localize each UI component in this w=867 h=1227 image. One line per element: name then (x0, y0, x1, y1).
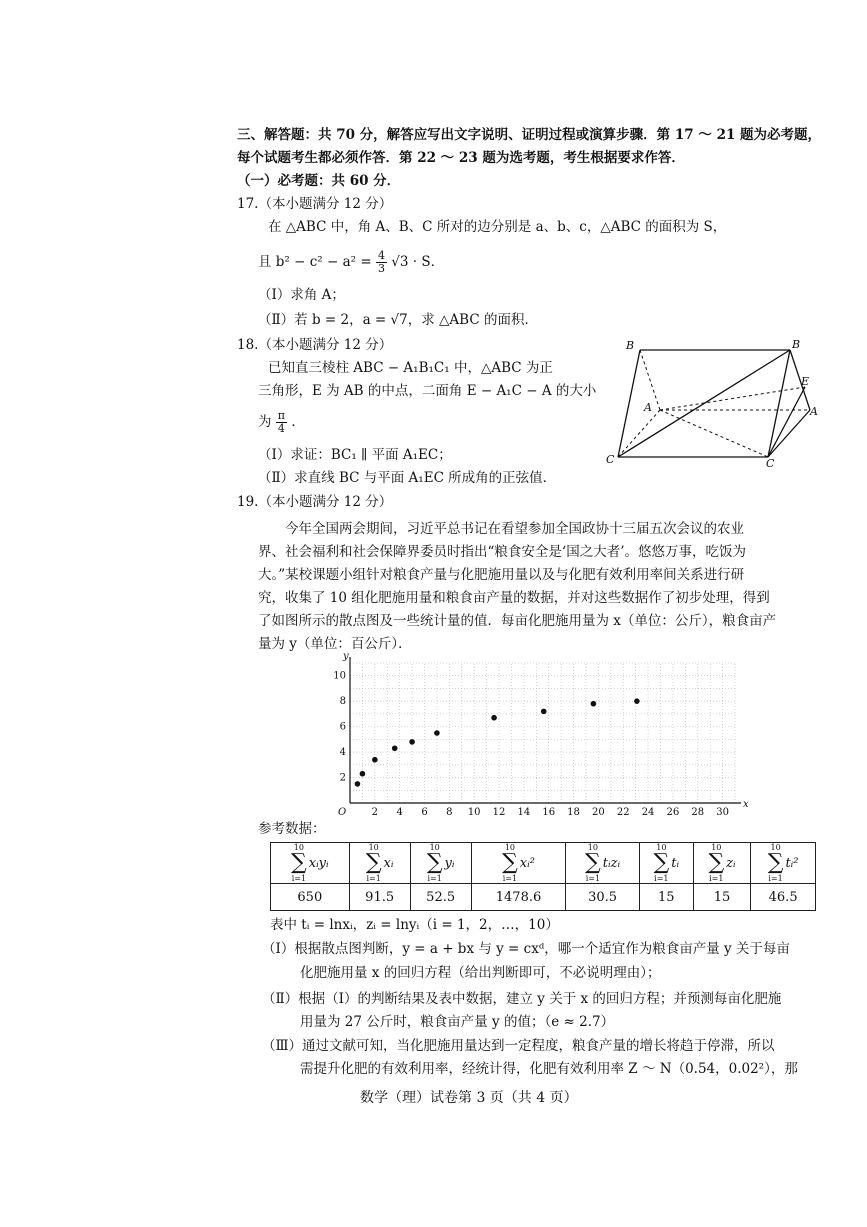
data-point (360, 771, 366, 777)
label-b1: B (626, 339, 635, 352)
y-tick-label: 8 (339, 696, 346, 708)
x-tick-label: 10 (467, 807, 481, 818)
x-tick-label: 26 (666, 807, 680, 818)
label-c: C (766, 457, 775, 470)
table-value-cell: 1478.6 (471, 884, 566, 911)
sum-term: zᵢ (726, 855, 736, 871)
sum-upper-limit: 10 (368, 843, 379, 852)
table-header-cell (566, 843, 639, 884)
sigma-symbol: ∑ (291, 850, 307, 875)
q19-part-1a: （Ⅰ）根据散点图判断，y = a + bx 与 y = cxᵈ，哪一个适宜作为粮食亩产量 y 关于每亩 (262, 941, 790, 957)
sum-term: yᵢ (444, 855, 455, 871)
data-point (491, 715, 497, 721)
sum-upper-limit: 10 (711, 843, 722, 852)
section-heading-3: （一）必考题：共 60 分． (237, 173, 401, 189)
q17-fraction (376, 250, 387, 275)
sigma-symbol: ∑ (708, 850, 725, 875)
y-tick-label: 2 (339, 772, 346, 784)
q19-part-3b: 需提升化肥的有效利用率，经统计得，化肥有效利用率 Z ～ N（0.54，0.02²），那 (300, 1061, 798, 1077)
sum-term: tᵢ (671, 855, 680, 871)
q19-text-6: 量为 y（单位：百公斤）． (258, 636, 412, 652)
x-tick-label: 12 (492, 807, 506, 818)
y-tick-label: 6 (339, 721, 346, 733)
q18-fraction (276, 410, 287, 435)
edge-a1-e (660, 387, 805, 410)
q19-heading: 19.（本小题满分 12 分） (237, 494, 393, 510)
sum-upper-limit: 10 (770, 843, 781, 852)
sum-upper-limit: 10 (429, 843, 440, 852)
sigma-symbol: ∑ (502, 850, 518, 875)
q18-frac-num: π (277, 409, 286, 422)
chart-points (355, 698, 640, 786)
sum-term: tᵢzᵢ (602, 855, 621, 871)
prism-figure (600, 335, 825, 470)
table-note: 表中 tᵢ = lnxᵢ，zᵢ = lnyᵢ（i = 1，2，…，10） (270, 917, 559, 933)
x-axis-label: x (743, 799, 749, 810)
sum-upper-limit: 10 (587, 843, 598, 852)
x-tick-label: 30 (716, 807, 729, 818)
x-tick-label: 24 (641, 807, 655, 818)
table-value-cell: 52.5 (410, 884, 471, 911)
sum-term: xᵢ (383, 855, 394, 871)
data-point (372, 757, 378, 763)
y-tick-label: 4 (339, 747, 346, 759)
section-heading-2: 每个试题考生都必须作答．第 22 ～ 23 题为选考题，考生根据要求作答． (237, 150, 685, 166)
q17-part-2: （Ⅱ）若 b = 2，a = √7，求 △ABC 的面积． (258, 312, 538, 328)
scatter-chart (325, 651, 749, 820)
label-e: E (801, 375, 810, 388)
table-value-cell: 91.5 (349, 884, 410, 911)
label-a: A (810, 405, 818, 418)
sigma-symbol: ∑ (653, 850, 670, 875)
q17-eq-pre: 且 b² − c² − a² = (258, 254, 376, 270)
sum-upper-limit: 10 (293, 843, 304, 852)
q18-text-3-post: ． (291, 414, 305, 430)
q18-text-3 (258, 410, 305, 435)
table-value-cell: 15 (693, 884, 750, 911)
table-value-cell: 650 (271, 884, 350, 911)
q17-eq-post: √3 · S． (391, 254, 445, 270)
x-tick-label: 20 (592, 807, 605, 818)
q18-frac-den: 4 (277, 422, 285, 435)
sum-lower-limit: i=1 (291, 874, 307, 883)
table-header-cell (751, 843, 816, 884)
x-tick-label: 8 (446, 807, 453, 818)
data-point (409, 739, 415, 745)
q19-text-2: 界、社会福利和社会保障界委员时指出“粮食安全是‘国之大者’。悠悠万事，吃饭为 (258, 544, 746, 560)
label-b: B (792, 338, 801, 351)
table-header-cell (271, 843, 350, 884)
q19-part-1b: 化肥施用量 x 的回归方程（给出判断即可，不必说明理由）； (300, 965, 661, 981)
table-value-cell: 30.5 (566, 884, 639, 911)
q18-text-3-pre: 为 (258, 414, 272, 430)
x-tick-label: 6 (421, 807, 428, 818)
table-value-cell: 15 (639, 884, 693, 911)
q18-heading: 18.（本小题满分 12 分） (237, 337, 393, 353)
q19-text-3: 大。”某校课题小组针对粮食产量与化肥施用量以及与化肥有效利用率间关系进行研 (258, 567, 745, 583)
sum-upper-limit: 10 (504, 843, 516, 852)
data-point (434, 730, 440, 736)
sum-lower-limit: i=1 (709, 874, 724, 883)
sum-lower-limit: i=1 (654, 874, 669, 883)
sigma-symbol: ∑ (585, 850, 601, 875)
chart-ticks (333, 671, 729, 818)
q17-text-1: 在 △ABC 中，角 A、B、C 所对的边分别是 a、b、c，△ABC 的面积为 S， (268, 219, 727, 235)
q19-text-5: 了如图所示的散点图及一些统计量的值．每亩化肥施用量为 x（单位：公斤），粮食亩产 (258, 613, 777, 629)
sum-lower-limit: i=1 (585, 874, 601, 883)
table-header-row (271, 843, 816, 884)
x-tick-label: 4 (396, 807, 403, 818)
sum-lower-limit: i=1 (768, 874, 783, 883)
table-header-cell (693, 843, 750, 884)
sum-lower-limit: i=1 (502, 874, 518, 883)
x-tick-label: 16 (542, 807, 556, 818)
q17-part-1: （Ⅰ）求角 A； (258, 287, 345, 303)
label-c1: C (606, 453, 615, 466)
table-value-cell: 46.5 (751, 884, 816, 911)
data-point (541, 709, 547, 715)
sum-upper-limit: 10 (656, 843, 667, 852)
x-tick-label: 28 (691, 807, 705, 818)
chart-grid (350, 663, 735, 803)
data-point (392, 745, 398, 751)
q19-text-4: 究，收集了 10 组化肥施用量和粮食亩产量的数据，并对这些数据作了初步处理，得到 (258, 590, 770, 606)
y-axis-label: y (343, 651, 349, 662)
q18-part-1: （Ⅰ）求证：BC₁ ∥ 平面 A₁EC； (258, 447, 452, 463)
q17-frac-num: 4 (377, 249, 385, 262)
q19-text-1: 今年全国两会期间，习近平总书记在看望参加全国政协十三届五次会议的农业 (285, 521, 744, 537)
section-heading-1: 三、解答题：共 70 分，解答应写出文字说明、证明过程或演算步骤．第 17 ～ 21 题为必考题， (237, 127, 822, 143)
edge-a1-c (660, 410, 768, 457)
edge-b1-c1 (618, 350, 640, 457)
sum-lower-limit: i=1 (366, 874, 381, 883)
table-header-cell (639, 843, 693, 884)
sum-term: tᵢ² (785, 855, 799, 871)
q18-part-2: （Ⅱ）求直线 BC 与平面 A₁EC 所成角的正弦值． (258, 470, 557, 486)
sum-lower-limit: i=1 (427, 874, 442, 883)
x-tick-label: 18 (567, 807, 580, 818)
data-point (634, 698, 640, 704)
q18-text-2: 三角形，E 为 AB 的中点，二面角 E − A₁C − A 的大小 (258, 383, 597, 399)
label-a1: A (644, 401, 652, 414)
table-header-cell (410, 843, 471, 884)
reference-label: 参考数据： (258, 821, 326, 837)
y-tick-label: 10 (333, 670, 346, 682)
sigma-symbol: ∑ (767, 850, 784, 875)
x-tick-label: 22 (616, 807, 630, 818)
sigma-symbol: ∑ (365, 850, 382, 875)
sigma-symbol: ∑ (426, 850, 443, 875)
data-point (355, 781, 361, 787)
data-point (591, 701, 597, 707)
x-tick-label: 14 (517, 807, 531, 818)
origin-label: O (338, 807, 347, 818)
q18-text-1: 已知直三棱柱 ABC − A₁B₁C₁ 中，△ABC 为正 (268, 360, 553, 376)
q17-frac-den: 3 (377, 262, 385, 275)
x-tick-label: 2 (371, 807, 379, 818)
table-header-cell (349, 843, 410, 884)
page-footer: 数学（理）试卷第 3 页（共 4 页） (360, 1090, 578, 1106)
reference-table (270, 842, 816, 911)
q19-part-2a: （Ⅱ）根据（Ⅰ）的判断结果及表中数据，建立 y 关于 x 的回归方程；并预测每亩化肥施 (262, 991, 782, 1007)
q19-part-3a: （Ⅲ）通过文献可知，当化肥施用量达到一定程度，粮食产量的增长将趋于停滞，所以 (262, 1038, 775, 1054)
sum-term: xᵢ² (519, 855, 535, 871)
table-value-row (271, 884, 816, 911)
q17-heading: 17.（本小题满分 12 分） (237, 196, 393, 212)
edge-b-c (768, 350, 790, 457)
q17-text-2 (258, 250, 444, 275)
edge-a1-c1 (618, 410, 660, 457)
q19-part-2b: 用量为 27 公斤时，粮食亩产量 y 的值；（e ≈ 2.7） (300, 1014, 615, 1030)
sum-term: xᵢyᵢ (308, 855, 329, 871)
table-header-cell (471, 843, 566, 884)
